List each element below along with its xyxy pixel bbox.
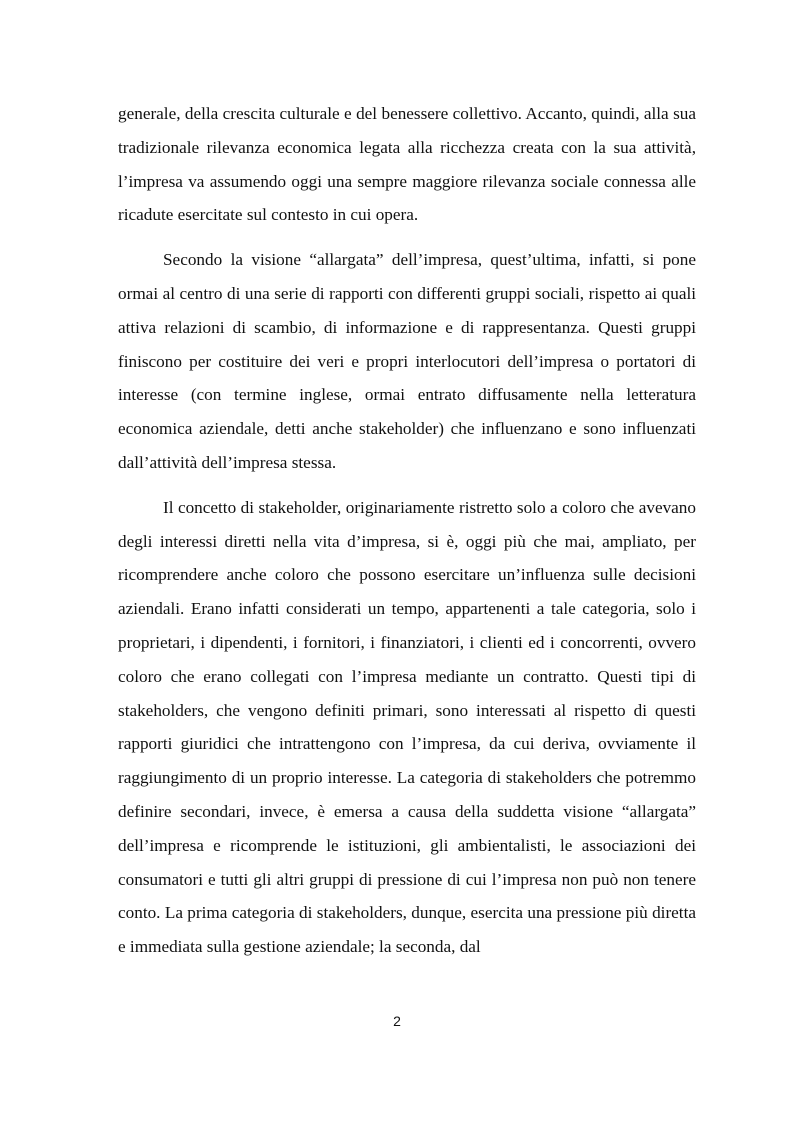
- paragraph-2: Secondo la visione “allargata” dell’impresa, quest’ultima, infatti, si pone ormai al centro di una serie di rapporti con differenti gruppi sociali, rispetto ai quali attiva relazioni di scambio, di informazione e di rappresentanza. Questi gruppi finiscono per costituire dei veri e propri interlocutori dell’impresa o portatori di interesse (con termine inglese, ormai entrato diffusamente nella letteratura economica aziendale, detti anche stakeholder) che influenzano e sono influenzati dall’attività dell’impresa stessa.: [118, 250, 696, 472]
- document-page: [118, 97, 696, 964]
- page-number: 2: [393, 1013, 401, 1029]
- paragraph-3: Il concetto di stakeholder, originariamente ristretto solo a coloro che avevano degli interessi diretti nella vita d’impresa, si è, oggi più che mai, ampliato, per ricomprendere anche coloro che possono esercitare un’influenza sulle decisioni aziendali. Erano infatti considerati un tempo, appartenenti a tale categoria, solo i proprietari, i dipendenti, i fornitori, i finanziatori, i clienti ed i concorrenti, ovvero coloro che erano collegati con l’impresa mediante un contratto. Questi tipi di stakeholders, che vengono definiti primari, sono interessati al rispetto di questi rapporti giuridici che intrattengono con l’impresa, da cui deriva, ovviamente il raggiungimento di un proprio interesse. La categoria di stakeholders che potremmo definire secondari, invece, è emersa a causa della suddetta visione “allargata” dell’impresa e ricomprende le istituzioni, gli ambientalisti, le associazioni dei consumatori e tutti gli altri gruppi di pressione di cui l’impresa non può non tenere conto. La prima categoria di stakeholders, dunque, esercita una pressione più diretta e immediata sulla gestione aziendale; la seconda, dal: [118, 497, 696, 957]
- paragraph-1: generale, della crescita culturale e del benessere collettivo. Accanto, quindi, alla sua tradizionale rilevanza economica legata alla ricchezza creata con la sua attività, l’impresa va assumendo oggi una sempre maggiore rilevanza sociale connessa alle ricadute esercitate sul contesto in cui opera.: [118, 104, 696, 225]
